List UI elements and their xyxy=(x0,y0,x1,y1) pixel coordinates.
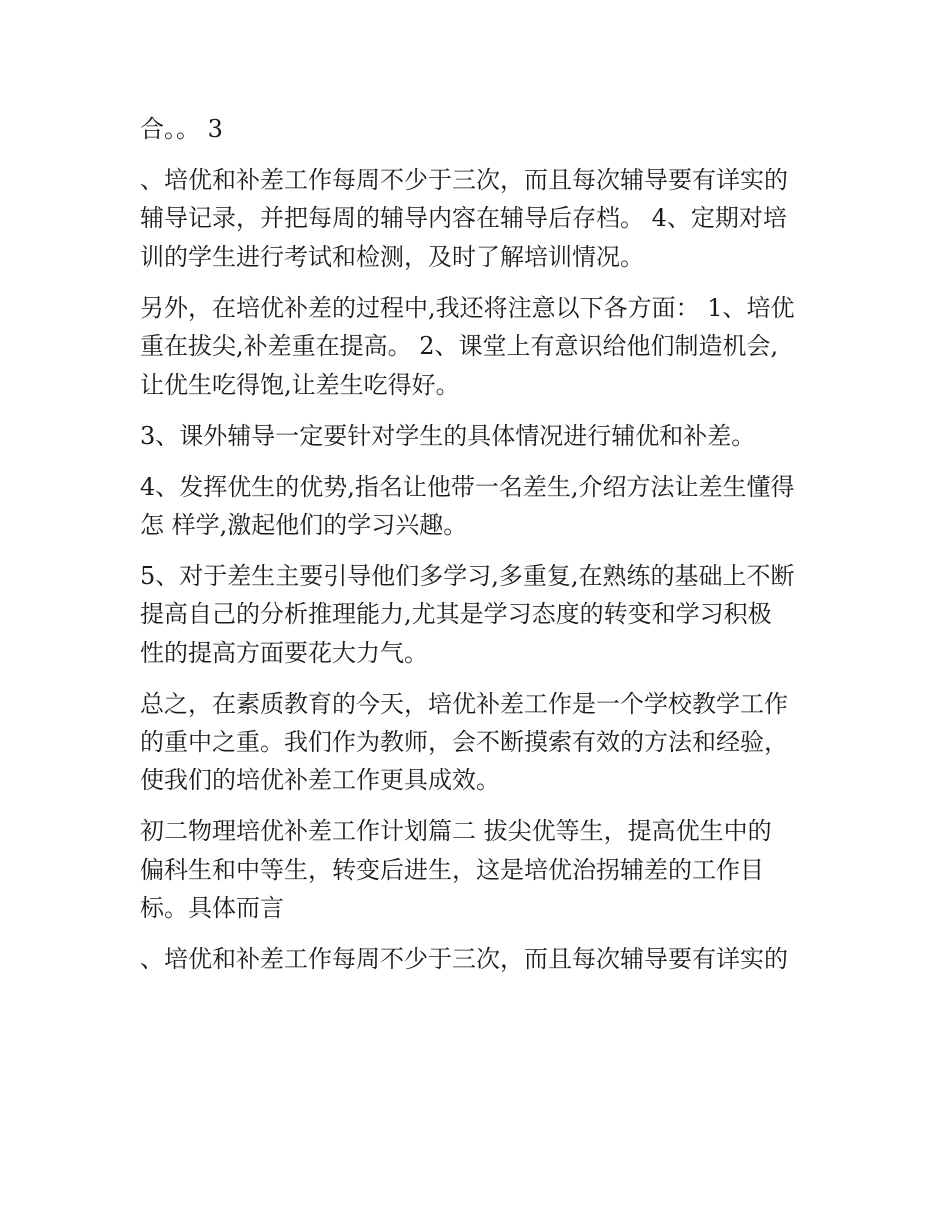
text-line: 5、对于差生主要引导他们多学习,多重复,在熟练的基础上不断 xyxy=(140,561,795,590)
text-line: 另外，在培优补差的过程中,我还将注意以下各方面： 1、培优 xyxy=(140,293,795,322)
text-line: 标。具体而言 xyxy=(140,894,284,923)
text-line: 训的学生进行考试和检测，及时了解培训情况。 xyxy=(140,242,644,271)
text-line: 、培优和补差工作每周不少于三次，而且每次辅导要有详实的 xyxy=(140,945,788,974)
text-line: 、培优和补差工作每周不少于三次，而且每次辅导要有详实的 xyxy=(140,165,788,194)
text-line: 总之，在素质教育的今天，培优补差工作是一个学校教学工作 xyxy=(140,689,788,718)
text-line: 提高自己的分析推理能力,尤其是学习态度的转变和学习积极 xyxy=(140,600,772,629)
text-line: 偏科生和中等生，转变后进生，这是培优治拐辅差的工作目 xyxy=(140,855,764,884)
text-line: 辅导记录，并把每周的辅导内容在辅导后存档。 4、定期对培 xyxy=(140,204,787,233)
text-line: 4、发挥优生的优势,指名让他带一名差生,介绍方法让差生懂得 xyxy=(140,472,795,501)
text-line: 使我们的培优补差工作更具成效。 xyxy=(140,766,500,795)
text-line: 的重中之重。我们作为教师，会不断摸索有效的方法和经验， xyxy=(140,728,788,757)
text-line: 初二物理培优补差工作计划篇二 拔尖优等生，提高优生中的 xyxy=(140,817,772,846)
text-line: 性的提高方面要花大力气。 xyxy=(140,638,428,667)
text-line: 让优生吃得饱,让差生吃得好。 xyxy=(140,370,460,399)
text-line: 重在拔尖,补差重在提高。 2、课堂上有意识给他们制造机会, xyxy=(140,332,779,361)
document-body xyxy=(140,110,820,979)
text-line: 合。。 3 xyxy=(140,115,223,143)
text-line: 怎 样学,激起他们的学习兴趣。 xyxy=(140,510,468,539)
text-line: 3、课外辅导一定要针对学生的具体情况进行辅优和补差。 xyxy=(140,421,756,450)
